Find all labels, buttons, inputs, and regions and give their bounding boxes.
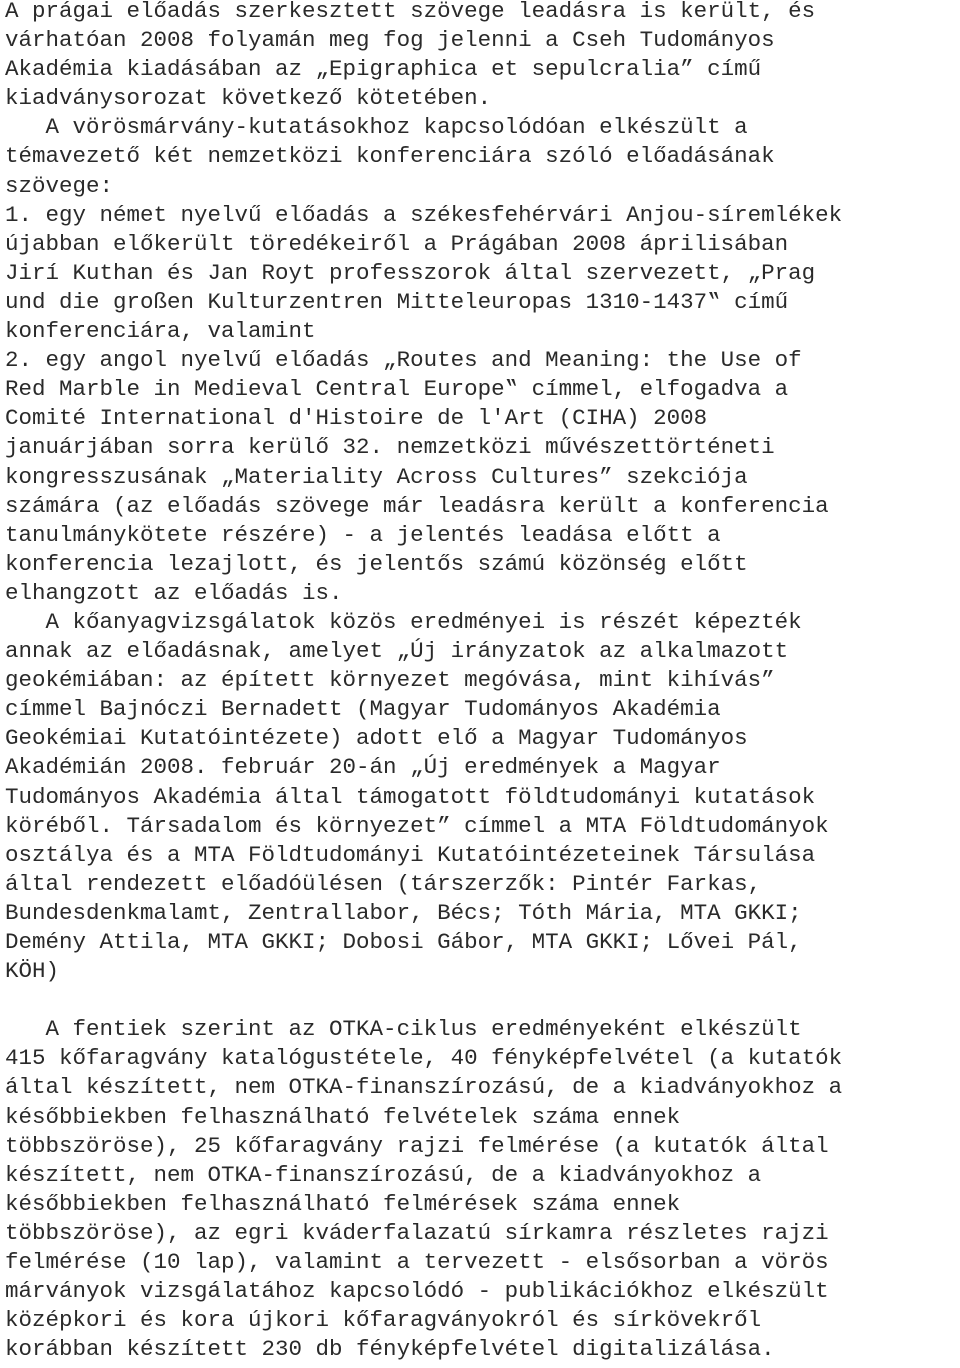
- text-line: várhatóan 2008 folyamán meg fog jelenni a Cseh Tudományos: [5, 27, 775, 54]
- text-line: konferencia lezajlott, és jelentős számú közönség előtt: [5, 550, 748, 577]
- text-line: osztálya és a MTA Földtudományi Kutatóintézeteinek Társulása: [5, 841, 816, 868]
- text-line: annak az előadásnak, amelyet „Új irányzatok az alkalmazott: [5, 638, 789, 665]
- text-line: A kőanyagvizsgálatok közös eredményei is részét képezték: [5, 608, 802, 635]
- text-line: Akadémia kiadásában az „Epigraphica et sepulcralia” című: [5, 56, 762, 83]
- text-line: tanulmánykötete részére) - a jelentés leadása előtt a: [5, 521, 721, 548]
- text-line: számára (az előadás szövege már leadásra került a konferencia: [5, 492, 829, 519]
- text-line: A vörösmárvány-kutatásokhoz kapcsolódóan elkészült a: [5, 114, 748, 141]
- text-line: későbbiekben felhasználható felvételek száma ennek: [5, 1103, 681, 1130]
- text-line: márványok vizsgálatához kapcsolódó - publikációkhoz elkészült: [5, 1278, 829, 1305]
- text-line: Comité International d'Histoire de l'Art (CIHA) 2008: [5, 405, 708, 432]
- text-line: által készített, nem OTKA-finanszírozású, de a kiadványokhoz a: [5, 1074, 843, 1101]
- text-line: kiadványsorozat következő kötetében.: [5, 85, 492, 112]
- paragraph-group-results-summary: [5, 1015, 960, 1364]
- text-line: KÖH): [5, 958, 60, 985]
- text-line: januárjában sorra kerülő 32. nemzetközi művészettörténeti: [5, 434, 775, 461]
- text-line: A prágai előadás szerkesztett szövege leadásra is került, és: [5, 0, 816, 24]
- text-line: középkori és kora újkori kőfaragványokról és sírkövekről: [5, 1307, 762, 1334]
- text-line: Tudományos Akadémia által támogatott földtudományi kutatások: [5, 783, 816, 810]
- text-line: későbbiekben felhasználható felmérések száma ennek: [5, 1190, 681, 1217]
- text-line: Bundesdenkmalamt, Zentrallabor, Bécs; Tóth Mária, MTA GKKI;: [5, 899, 802, 926]
- text-line: Akadémián 2008. február 20-án „Új eredmények a Magyar: [5, 754, 721, 781]
- text-line: und die großen Kulturzentren Mitteleuropas 1310-1437‟ című: [5, 288, 789, 315]
- text-line: többszöröse), 25 kőfaragvány rajzi felmérése (a kutatók által: [5, 1132, 829, 1159]
- text-line: Jirí Kuthan és Jan Royt professzorok által szervezett, „Prag: [5, 259, 816, 286]
- text-line: konferenciára, valamint: [5, 318, 316, 345]
- text-line: elhangzott az előadás is.: [5, 579, 343, 606]
- text-line: által rendezett előadóülésen (társzerzők: Pintér Farkas,: [5, 870, 762, 897]
- paragraph-group-research-reports: [5, 0, 960, 986]
- text-line: köréből. Társadalom és környezet” címmel a MTA Földtudományok: [5, 812, 829, 839]
- paragraph-gap: [5, 986, 960, 1015]
- text-line: többszöröse), az egri kváderfalazatú sírkamra részletes rajzi: [5, 1219, 829, 1246]
- text-line: A fentiek szerint az OTKA-ciklus eredményeként elkészült: [5, 1016, 802, 1043]
- text-line: 415 kőfaragvány katalógustétele, 40 fényképfelvétel (a kutatók: [5, 1045, 843, 1072]
- text-line: címmel Bajnóczi Bernadett (Magyar Tudományos Akadémia: [5, 696, 721, 723]
- text-line: felmérése (10 lap), valamint a tervezett - elsősorban a vörös: [5, 1249, 829, 1276]
- text-line: szövege:: [5, 172, 114, 199]
- text-line: 2. egy angol nyelvű előadás „Routes and Meaning: the Use of: [5, 347, 802, 374]
- text-line: újabban előkerült töredékeiről a Prágában 2008 áprilisában: [5, 230, 789, 257]
- text-line: geokémiában: az épített környezet megóvása, mint kihívás”: [5, 667, 775, 694]
- text-line: korábban készített 230 db fényképfelvétel digitalizálása.: [5, 1336, 775, 1363]
- document-text: [5, 0, 960, 1364]
- text-line: Geokémiai Kutatóintézete) adott elő a Magyar Tudományos: [5, 725, 748, 752]
- text-line: készített, nem OTKA-finanszírozású, de a kiadványokhoz a: [5, 1161, 762, 1188]
- text-line: 1. egy német nyelvű előadás a székesfehérvári Anjou-síremlékek: [5, 201, 843, 228]
- text-line: Demény Attila, MTA GKKI; Dobosi Gábor, MTA GKKI; Lővei Pál,: [5, 929, 802, 955]
- text-line: kongresszusának „Materiality Across Cultures” szekciója: [5, 463, 748, 490]
- text-line: Red Marble in Medieval Central Europe‟ címmel, elfogadva a: [5, 376, 789, 403]
- text-line: témavezető két nemzetközi konferenciára szóló előadásának: [5, 143, 775, 170]
